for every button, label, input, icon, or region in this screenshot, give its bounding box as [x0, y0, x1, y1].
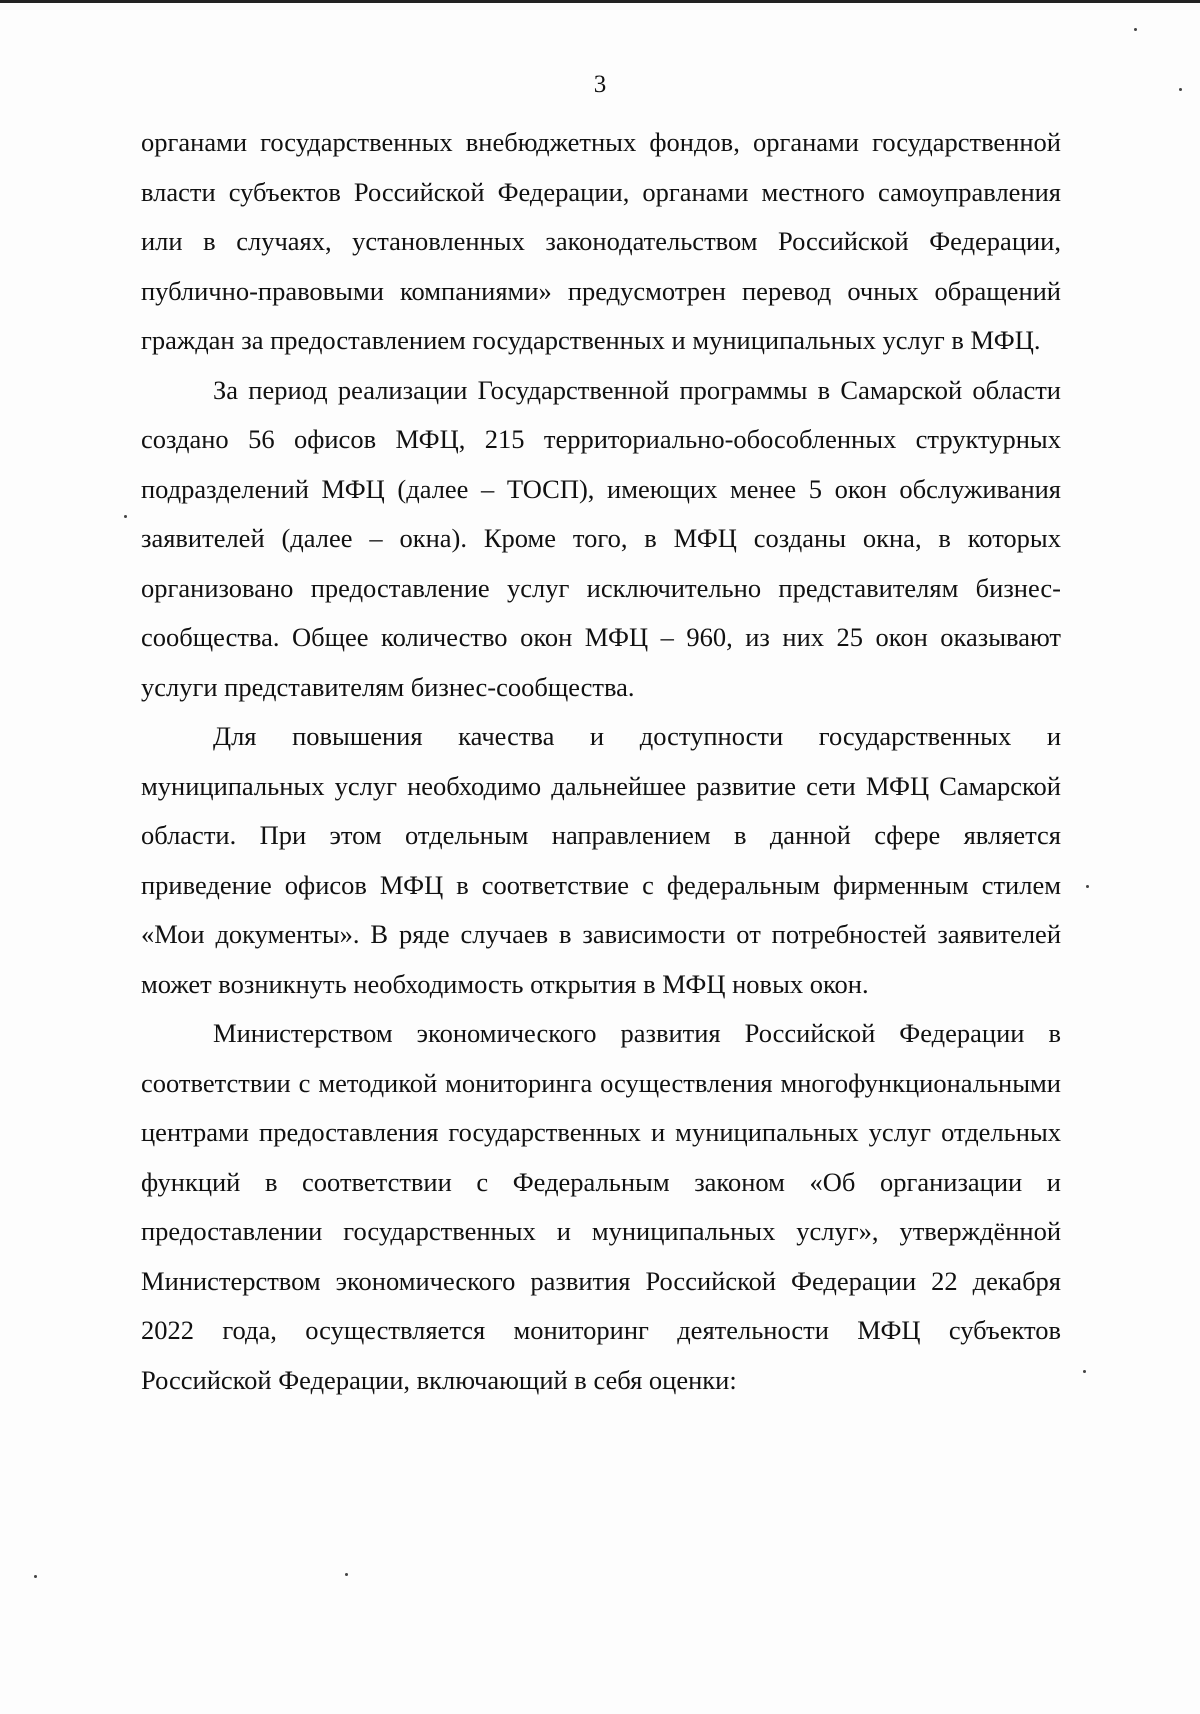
paragraph-4: Министерством экономического развития Российской Федерации в соответствии с методикой мониторинга осуществления многофункциональными центрами предоставления государственных и муниципальных услуг отдельных функций в соответствии с Федеральным законом «Об организации и предоставлении государственных и муниципальных услуг», утверждённой Министерством экономического развития Российской Федерации 22 декабря 2022 года, осуществляется мониторинг деятельности МФЦ субъектов Российской Федерации, включающий в себя оценки:	[141, 1018, 1061, 1395]
scan-speck	[124, 515, 127, 518]
scan-speck	[345, 1573, 348, 1576]
paragraph-2: За период реализации Государственной программы в Самарской области создано 56 офисов МФЦ, 215 территориально-обособленных структурных подразделений МФЦ (далее – ТОСП), имеющих менее 5 окон обслуживания заявителей (далее – окна). Кроме того, в МФЦ созданы окна, в которых организовано предоставление услуг исключительно представителям бизнес-сообщества. Общее количество окон МФЦ – 960, из них 25 окон оказывают услуги представителям бизнес-сообщества.	[141, 374, 1061, 702]
scan-speck	[1086, 885, 1089, 888]
body-text	[141, 118, 1061, 1405]
scan-speck	[1083, 1370, 1086, 1373]
paragraph-3: Для повышения качества и доступности государственных и муниципальных услуг необходимо дальнейшее развитие сети МФЦ Самарской области. При этом отдельным направлением в данной сфере является приведение офисов МФЦ в соответствие с федеральным фирменным стилем «Мои документы». В ряде случаев в зависимости от потребностей заявителей может возникнуть необходимость открытия в МФЦ новых окон.	[141, 721, 1061, 999]
scan-speck	[1179, 88, 1182, 91]
page-number: 3	[593, 71, 607, 98]
scan-top-edge	[0, 0, 1200, 3]
scan-speck	[1134, 28, 1137, 31]
scan-speck	[34, 1575, 37, 1578]
paragraph-1: органами государственных внебюджетных фондов, органами государственной власти субъектов Российской Федерации, органами местного самоуправления или в случаях, установленных законодательством Российской Федерации, публично-правовыми компаниями» предусмотрен перевод очных обращений граждан за предоставлением государственных и муниципальных услуг в МФЦ.	[141, 127, 1061, 355]
